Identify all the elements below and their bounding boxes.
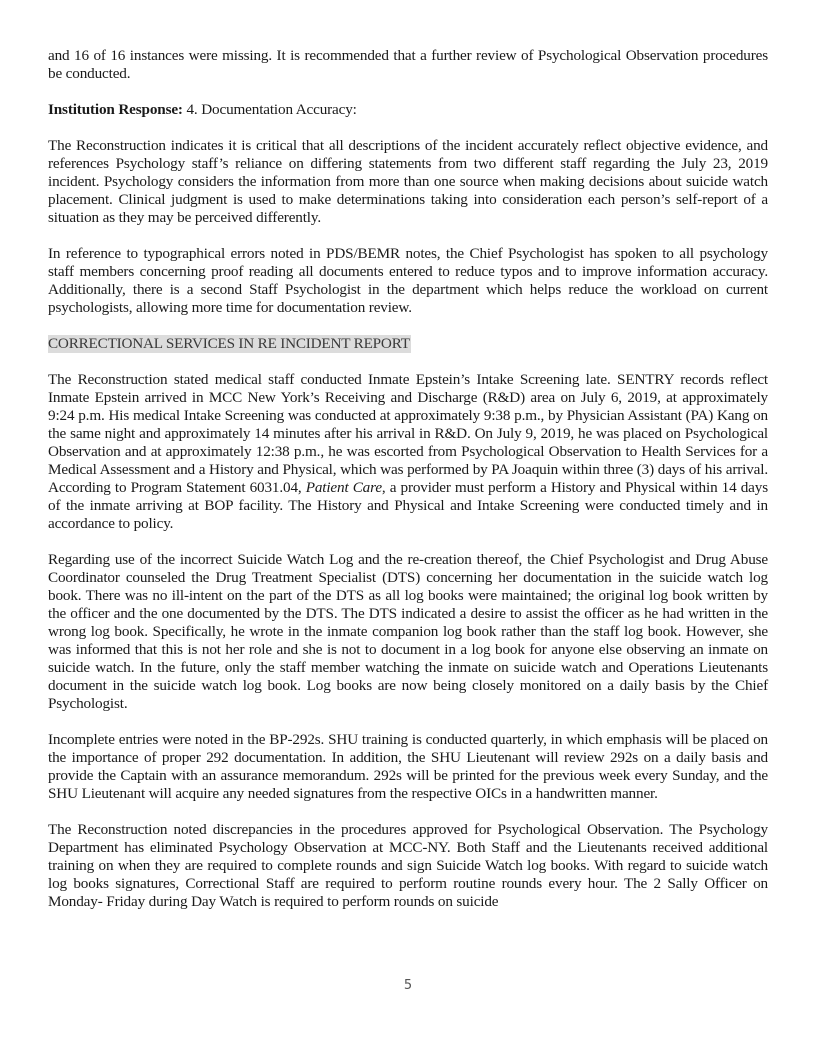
page-number: 5 <box>403 978 413 993</box>
intake-text-before: The Reconstruction stated medical staff conducted Inmate Epstein’s Intake Screening late. SENTRY records reflect Inmate Epstein arrived in MCC New York’s Receiving and Discharge (R&D) area on July 6, 2019, at approximately 9:24 p.m. His medical Intake Screening was conducted at approximately 9:38 p.m., by Physician Assistant (PA) Kang on the same night and approximately 14 minutes after his arrival in R&D. On July 9, 2019, he was placed on Psychological Observation and at approximately 12:38 p.m., he was escorted from Psychological Observation to Health Services for a Medical Assessment and a History and Physical, which was performed by PA Joaquin within three (3) days of his arrival. According to Program Statement 6031.04, <box>48 371 768 496</box>
paragraph-reconstruction-accuracy: The Reconstruction indicates it is critical that all descriptions of the incident accurately reflect objective evidence, and references Psychology staff’s reliance on differing statements from two different staff regarding the July 23, 2019 incident. Psychology considers the information from more than one source when making decisions about suicide watch placement. Clinical judgment is used to make determinations taking into consideration each person’s self-report of a situation as they may be perceived differently. <box>48 137 768 226</box>
intake-text-after: , a provider must perform a History and Physical within 14 days of the inmate arriving at BOP facility. The History and Physical and Intake Screening were conducted timely and in accordance to policy. <box>48 479 768 532</box>
institution-response-label: Institution Response: <box>48 101 183 118</box>
paragraph-continuation: and 16 of 16 instances were missing. It is recommended that a further review of Psychological Observation procedures be conducted. <box>48 47 768 82</box>
institution-response-item: 4. Documentation Accuracy: <box>182 101 357 118</box>
patient-care-title: Patient Care <box>305 479 382 496</box>
paragraph-bp292: Incomplete entries were noted in the BP-292s. SHU training is conducted quarterly, in which emphasis will be placed on the importance of proper 292 documentation. In addition, the SHU Lieutenant will review 292s on a daily basis and provide the Captain with an assurance memorandum. 292s will be printed for the previous week every Sunday, and the SHU Lieutenant will acquire any needed signatures from the respective OICs in a handwritten manner. <box>48 731 768 802</box>
paragraph-suicide-watch-log: Regarding use of the incorrect Suicide Watch Log and the re-creation thereof, the Chief Psychologist and Drug Abuse Coordinator counseled the Drug Treatment Specialist (DTS) concerning her documentation in the suicide watch log book. There was no ill-intent on the part of the DTS as all log books were maintained; the original log book written by the officer and the one documented by the DTS. The DTS indicated a desire to assist the officer as he had written in the wrong log book. Specifically, he wrote in the inmate companion log book rather than the staff log book. However, she was informed that this is not her role and she is not to document in a log book for anyone else observing an inmate on suicide watch. In the future, only the staff member watching the inmate on suicide watch and Operations Lieutenants document in the suicide watch log book. Log books are now being closely monitored on a daily basis by the Chief Psychologist. <box>48 551 768 712</box>
section-heading: CORRECTIONAL SERVICES IN RE INCIDENT REPORT <box>48 335 410 352</box>
paragraph-intake-screening <box>48 371 768 533</box>
institution-response-line <box>48 101 768 119</box>
paragraph-typographical-errors: In reference to typographical errors noted in PDS/BEMR notes, the Chief Psychologist has spoken to all psychology staff members concerning proof reading all documents entered to reduce typos and to improve information accuracy. Additionally, there is a second Staff Psychologist in the department which helps reduce the workload on current psychologists, allowing more time for documentation review. <box>48 245 768 316</box>
paragraph-psych-observation: The Reconstruction noted discrepancies in the procedures approved for Psychological Observation. The Psychology Department has eliminated Psychology Observation at MCC-NY. Both Staff and the Lieutenants received additional training on when they are required to complete rounds and sign Suicide Watch log books. With regard to suicide watch log books signatures, Correctional Staff are required to perform routine rounds every hour. The 2 Sally Officer on Monday- Friday during Day Watch is required to perform rounds on suicide <box>48 821 768 910</box>
document-page <box>48 47 768 911</box>
section-heading-wrapper <box>48 335 768 371</box>
